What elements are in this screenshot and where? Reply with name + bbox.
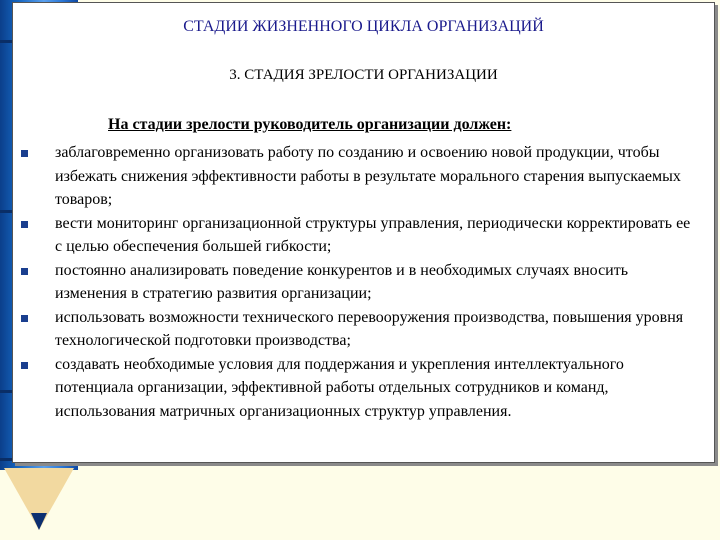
list-item-text: заблаговременно организовать работу по созданию и освоению новой продукции, чтобы избежать снижения эффективности работы в результате морального старения выпускаемых товаров;: [55, 144, 681, 208]
list-item-text: использовать возможности технического перевооружения производства, повышения уровня технологической подготовки производства;: [55, 308, 684, 349]
lead-text: На стадии зрелости руководитель организации должен:: [108, 116, 512, 133]
list-item: [21, 353, 701, 424]
square-bullet-icon: [21, 150, 28, 157]
list-item: [21, 212, 701, 259]
square-bullet-icon: [21, 315, 28, 322]
slide-subtitle: 3. СТАДИЯ ЗРЕЛОСТИ ОРГАНИЗАЦИИ: [229, 67, 498, 83]
list-item-text: вести мониторинг организационной структуры управления, периодически корректировать ее с целью обеспечения большей гибкости;: [55, 214, 691, 255]
bullet-list: [21, 141, 701, 423]
list-item: [21, 259, 701, 306]
square-bullet-icon: [21, 221, 28, 228]
slide-content-box: [12, 2, 715, 463]
list-item: [21, 306, 701, 353]
square-bullet-icon: [21, 362, 28, 369]
list-item-text: создавать необходимые условия для поддержания и укрепления интеллектуального потенциала организации, эффективной работы отдельных сотрудников и команд, использования матричных организационных структур управления.: [55, 355, 624, 420]
list-item: [21, 141, 701, 212]
list-item-text: постоянно анализировать поведение конкурентов и в необходимых случаях вносить изменения в стратегию развития организации;: [55, 261, 629, 302]
slide-title: СТАДИИ ЖИЗНЕННОГО ЦИКЛА ОРГАНИЗАЦИЙ: [183, 18, 544, 35]
square-bullet-icon: [21, 268, 28, 275]
pencil-lead: [31, 513, 47, 530]
